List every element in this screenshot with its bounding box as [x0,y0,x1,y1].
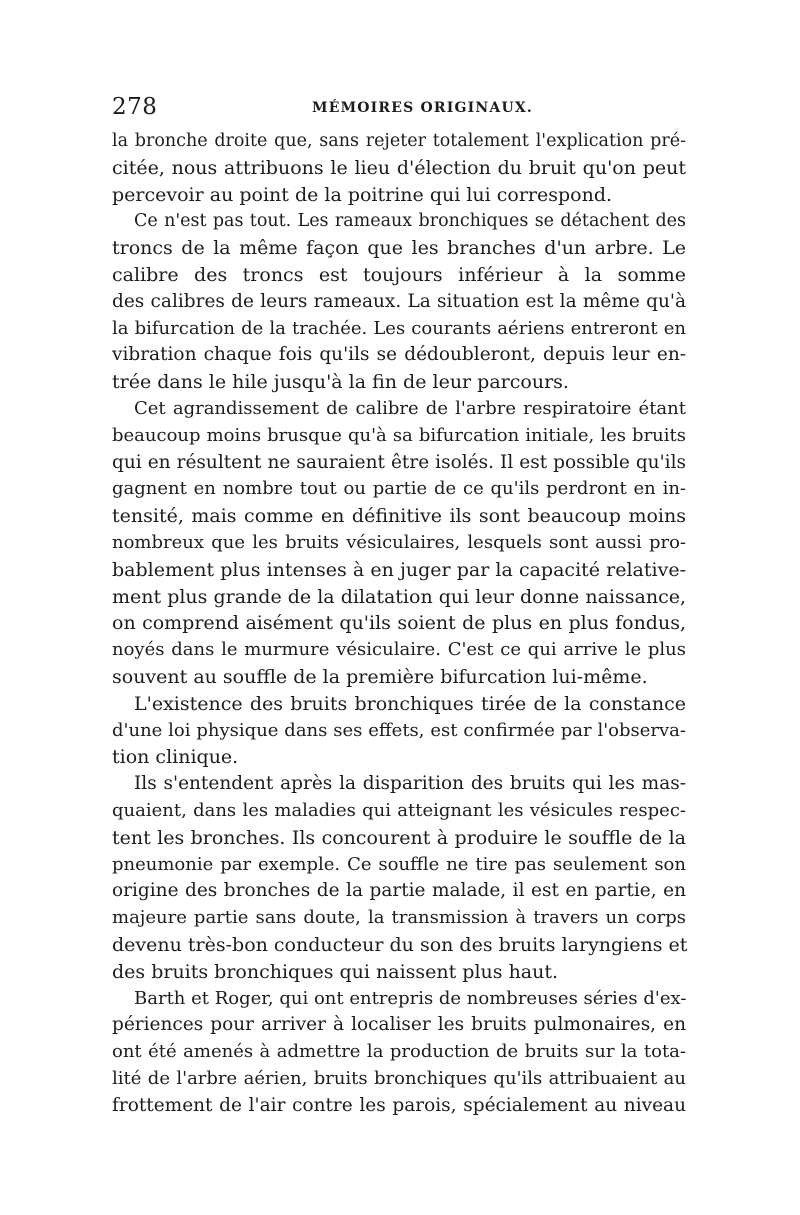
running-title: MÉMOIRES ORIGINAUX. [312,100,533,116]
text-line: tensité, mais comme en définitive ils sont beaucoup moins [112,505,686,528]
text-line: Cet agrandissement de calibre de l'arbre respiratoire étant [134,397,686,419]
text-line: gagnent en nombre tout ou partie de ce qu'ils perdront en in- [112,478,686,500]
text-line: on comprend aisément qu'ils soient de plus en plus fondus, [112,612,686,635]
text-line: la bronche droite que, sans rejeter totalement l'explication pré- [112,131,686,151]
text-line: qui en résultent ne sauraient être isolés. Il est possible qu'ils [112,451,686,473]
text-line: frottement de l'air contre les parois, spécialement au niveau [112,1094,686,1116]
text-line: noyés dans le murmure vésiculaire. C'est ce qui arrive le plus [112,639,686,661]
text-line: calibre des troncs est toujours inférieur à la somme [112,263,686,286]
text-line: des calibres de leurs rameaux. La situation est la même qu'à [112,290,686,312]
text-line: bablement plus intenses à en juger par la capacité relative- [112,558,686,581]
text-line: Ce n'est pas tout. Les rameaux bronchiques se détachent des [134,211,686,232]
text-line: quaient, dans les maladies qui atteignant les vésicules respec- [112,799,686,821]
text-line: L'existence des bruits bronchiques tirée de la constance [134,692,686,715]
text-line: ment plus grande de la dilatation qui leur donne naissance, [112,585,686,608]
text-line: percevoir au point de la poitrine qui lui correspond. [112,183,613,206]
text-line: la bifurcation de la trachée. Les courants aériens entreront en [112,317,686,339]
text-line: tent les bronches. Ils concourent à produire le souffle de la [112,826,686,849]
text-line: tion clinique. [112,746,239,769]
body-text [112,128,686,1119]
page-number: 278 [112,94,158,120]
text-line: ont été amenés à admettre la production de bruits sur la tota- [112,1041,686,1063]
text-line: pneumonie par exemple. Ce souffle ne tire pas seulement son [112,853,686,875]
text-line: Barth et Roger, qui ont entrepris de nombreuses séries d'ex- [134,987,687,1009]
text-line: majeure partie sans doute, la transmission à travers un corps [112,907,686,929]
text-line: lité de l'arbre aérien, bruits bronchiques qu'ils attribuaient au [112,1067,686,1089]
text-line: d'une loi physique dans ses effets, est confirmée par l'observa- [112,719,686,741]
text-line: citée, nous attribuons le lieu d'élection du bruit qu'on peut [112,156,686,179]
text-line: Ils s'entendent après la disparition des bruits qui les mas- [134,773,686,795]
running-head [112,92,682,126]
text-line: des bruits bronchiques qui naissent plus haut. [112,960,559,983]
text-line: origine des bronches de la partie malade, il est en partie, en [112,880,686,902]
text-line: vibration chaque fois qu'ils se dédoubleront, depuis leur en- [112,344,686,366]
text-line: périences pour arriver à localiser les bruits pulmonaires, en [112,1014,686,1036]
text-line: nombreux que les bruits vésiculaires, lesquels sont aussi pro- [112,531,686,553]
text-line: troncs de la même façon que les branches d'un arbre. Le [112,237,686,260]
text-line: devenu très-bon conducteur du son des bruits laryngiens et [112,933,688,956]
text-line: souvent au souffle de la première bifurcation lui-même. [112,665,648,688]
text-line: trée dans le hile jusqu'à la fin de leur parcours. [112,371,569,394]
text-line: beaucoup moins brusque qu'à sa bifurcation initiale, les bruits [112,424,686,446]
